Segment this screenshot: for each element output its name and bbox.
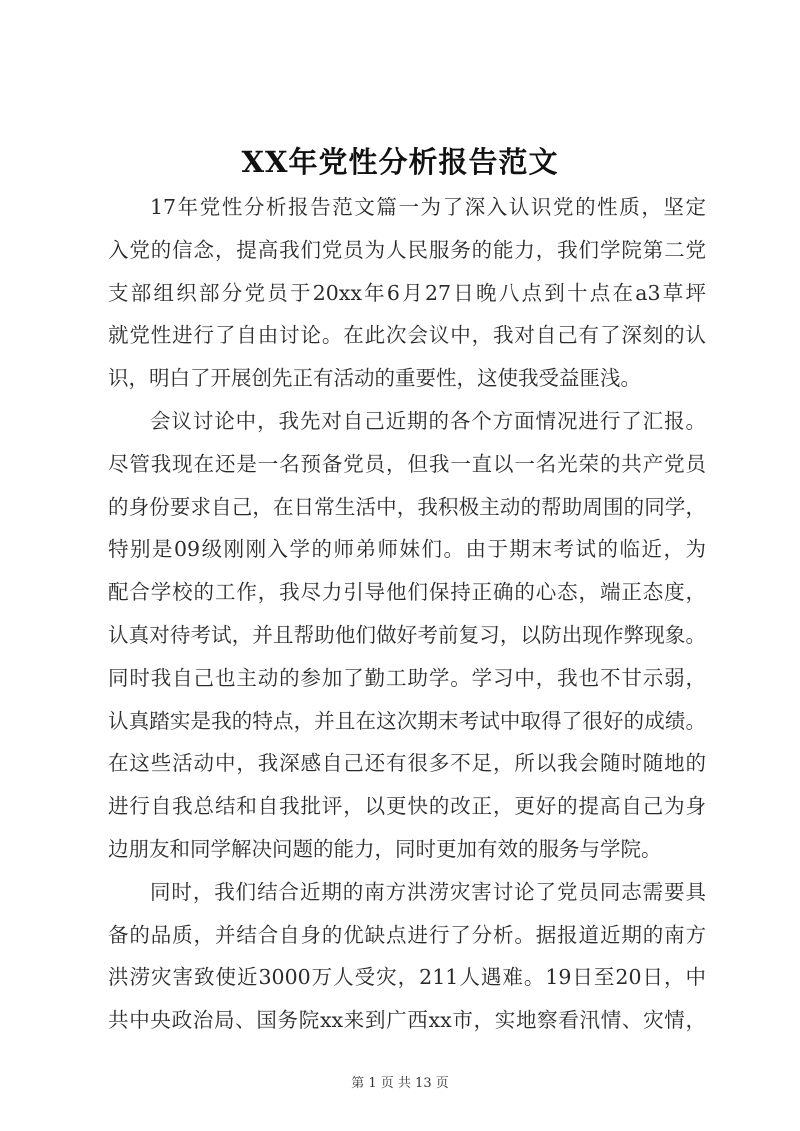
text-line: 配合学校的工作，我尽力引导他们保持正确的心态，端正态度，: [108, 580, 706, 605]
text-line: 同时我自己也主动的参加了勤工助学。学习中，我也不甘示弱，: [108, 665, 706, 690]
text-line: 边朋友和同学解决问题的能力，同时更加有效的服务与学院。: [108, 836, 662, 861]
paragraph: [108, 400, 706, 871]
text-line: 备的品质，并结合自身的优缺点进行了分析。据报道近期的南方: [108, 922, 706, 947]
text-line: 认真踏实是我的特点，并且在这次期末考试中取得了很好的成绩。: [108, 708, 706, 733]
text-line: 在这些活动中，我深感自己还有很多不足，所以我会随时随地的: [108, 751, 706, 776]
document-body: [108, 186, 706, 1042]
text-line: 17年党性分析报告范文篇一为了深入认识党的性质，坚定: [150, 195, 706, 219]
text-line: 识，明白了开展创先正有活动的重要性，这使我受益匪浅。: [108, 366, 641, 391]
paragraph: [108, 871, 706, 1042]
text-line: 特别是09级刚刚入学的师弟师妹们。由于期末考试的临近，为: [108, 537, 706, 562]
text-line: 就党性进行了自由讨论。在此次会议中，我对自己有了深刻的认: [108, 323, 706, 348]
text-line: 进行自我总结和自我批评，以更快的改正，更好的提高自己为身: [108, 794, 706, 819]
text-line: 认真对待考试，并且帮助他们做好考前复习，以防出现作弊现象。: [108, 622, 706, 647]
document-title: XX年党性分析报告范文: [241, 145, 559, 179]
text-line: 尽管我现在还是一名预备党员，但我一直以一名光荣的共产党员: [108, 451, 706, 476]
text-line: 的身份要求自己，在日常生活中，我积极主动的帮助周围的同学，: [108, 494, 706, 519]
paragraph: [108, 186, 706, 400]
text-line: 洪涝灾害致使近3000万人受灾，211人遇难。19日至20日，中: [108, 965, 706, 990]
text-line: 共中央政治局、国务院xx来到广西xx市，实地察看汛情、灾情，: [108, 1008, 706, 1033]
page-number-footer: 第 1 页 共 13 页: [351, 1076, 449, 1091]
text-line: 会议讨论中，我先对自己近期的各个方面情况进行了汇报。: [150, 408, 706, 433]
text-line: 同时，我们结合近期的南方洪涝灾害讨论了党员同志需要具: [150, 879, 706, 904]
text-line: 支部组织部分党员于20xx年6月27日晚八点到十点在a3草坪: [108, 280, 706, 305]
text-line: 入党的信念，提高我们党员为人民服务的能力，我们学院第二党: [108, 237, 706, 262]
